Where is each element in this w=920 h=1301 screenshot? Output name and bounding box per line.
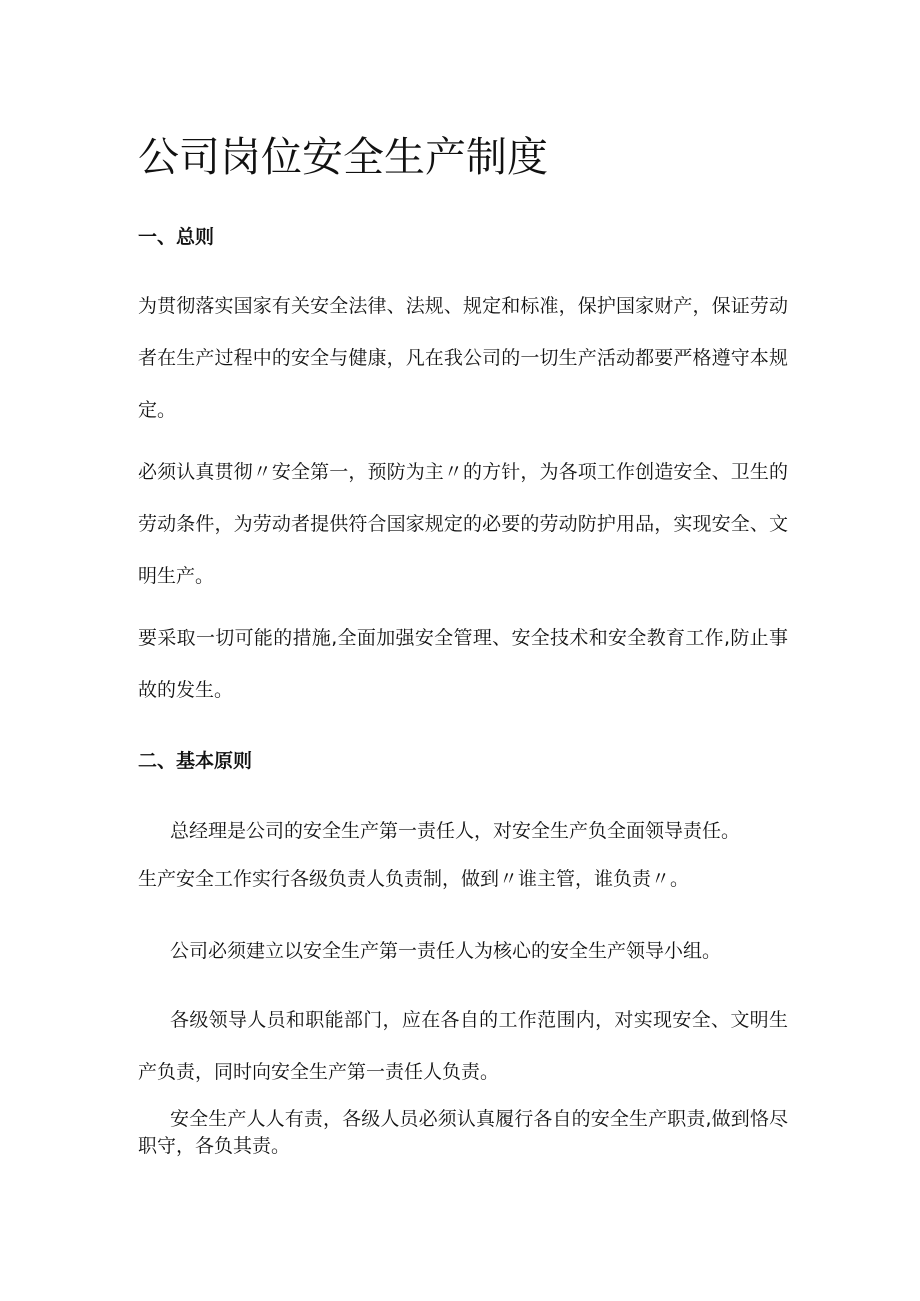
document-title: 公司岗位安全生产制度	[138, 133, 548, 181]
paragraph-principles-5: 安全生产人人有责，各级人员必须认真履行各自的安全生产职责,做到恪尽职守，各负其责。	[138, 1108, 788, 1157]
section-heading-principles: 二、基本原则	[138, 750, 253, 772]
paragraph-principles-2: 生产安全工作实行各级负责人负责制，做到〃谁主管，谁负责〃。	[138, 868, 690, 890]
paragraph-principles-1: 总经理是公司的安全生产第一责任人，对安全生产负全面领导责任。	[170, 820, 741, 842]
paragraph-general-3: 要采取一切可能的措施,全面加强安全管理、安全技术和安全教育工作,防止事故的发生。	[138, 627, 788, 701]
paragraph-principles-3: 公司必须建立以安全生产第一责任人为核心的安全生产领导小组。	[170, 940, 722, 962]
section-heading-general: 一、总则	[138, 226, 215, 248]
paragraph-general-2: 必须认真贯彻〃安全第一，预防为主〃的方针，为各项工作创造安全、卫生的劳动条件，为劳动者提供符合国家规定的必要的劳动防护用品，实现安全、文明生产。	[138, 461, 788, 587]
paragraph-general-1: 为贯彻落实国家有关安全法律、法规、规定和标准，保护国家财产，保证劳动者在生产过程中的安全与健康，凡在我公司的一切生产活动都要严格遵守本规定。	[138, 295, 788, 421]
paragraph-principles-4: 各级领导人员和职能部门，应在各自的工作范围内，对实现安全、文明生产负责，同时向安全生产第一责任人负责。	[138, 1009, 788, 1083]
